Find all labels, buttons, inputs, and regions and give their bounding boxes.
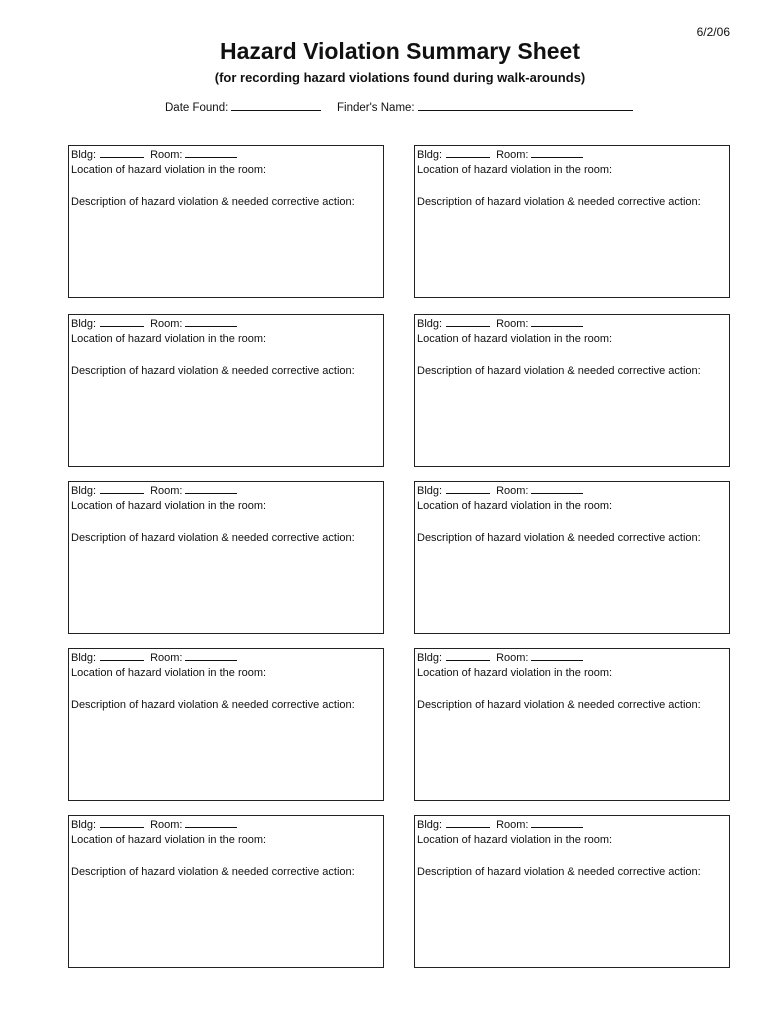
date-found-blank[interactable] — [231, 100, 321, 111]
location-entry-area[interactable] — [417, 347, 727, 364]
bldg-label: Bldg: — [417, 318, 443, 330]
bldg-room-row — [71, 817, 381, 833]
location-entry-area[interactable] — [71, 347, 381, 364]
bldg-blank[interactable] — [446, 147, 490, 158]
violation-card[interactable] — [414, 145, 730, 298]
bldg-blank[interactable] — [100, 483, 144, 494]
room-label: Room: — [150, 485, 183, 497]
page-title: Hazard Violation Summary Sheet — [219, 38, 580, 64]
violation-card[interactable] — [68, 648, 384, 801]
location-entry-area[interactable] — [71, 514, 381, 531]
location-label: Location of hazard violation in the room: — [71, 667, 267, 679]
location-label: Location of hazard violation in the room: — [417, 667, 613, 679]
room-label: Room: — [496, 485, 529, 497]
location-entry-area[interactable] — [417, 178, 727, 195]
location-label: Location of hazard violation in the room: — [417, 164, 613, 176]
bldg-room-row — [71, 147, 381, 163]
room-blank[interactable] — [531, 817, 583, 828]
violation-card[interactable] — [414, 314, 730, 467]
room-blank[interactable] — [531, 483, 583, 494]
page-subtitle: (for recording hazard violations found during walk-arounds) — [214, 70, 586, 85]
bldg-label: Bldg: — [71, 819, 97, 831]
description-label: Description of hazard violation & needed corrective action: — [71, 196, 355, 208]
room-blank[interactable] — [185, 483, 237, 494]
location-entry-area[interactable] — [417, 514, 727, 531]
bldg-label: Bldg: — [417, 652, 443, 664]
bldg-blank[interactable] — [446, 650, 490, 661]
description-label: Description of hazard violation & needed corrective action: — [71, 532, 355, 544]
room-label: Room: — [496, 652, 529, 664]
location-label: Location of hazard violation in the room: — [71, 500, 267, 512]
violation-card[interactable] — [414, 481, 730, 634]
room-label: Room: — [496, 819, 529, 831]
room-blank[interactable] — [531, 147, 583, 158]
bldg-label: Bldg: — [417, 485, 443, 497]
bldg-room-row — [417, 650, 727, 666]
date-found-label: Date Found: — [165, 102, 229, 114]
room-label: Room: — [150, 318, 183, 330]
description-label: Description of hazard violation & needed corrective action: — [417, 699, 701, 711]
bldg-label: Bldg: — [417, 819, 443, 831]
description-label: Description of hazard violation & needed corrective action: — [417, 532, 701, 544]
room-blank[interactable] — [185, 817, 237, 828]
bldg-room-row — [417, 147, 727, 163]
bldg-blank[interactable] — [100, 147, 144, 158]
location-entry-area[interactable] — [71, 681, 381, 698]
location-label: Location of hazard violation in the room: — [71, 333, 267, 345]
violation-card[interactable] — [414, 815, 730, 968]
room-label: Room: — [150, 819, 183, 831]
date-found-field[interactable] — [165, 100, 321, 114]
room-blank[interactable] — [185, 147, 237, 158]
location-entry-area[interactable] — [71, 178, 381, 195]
description-label: Description of hazard violation & needed corrective action: — [71, 866, 355, 878]
bldg-blank[interactable] — [446, 316, 490, 327]
room-blank[interactable] — [185, 650, 237, 661]
room-label: Room: — [150, 652, 183, 664]
bldg-room-row — [71, 650, 381, 666]
room-blank[interactable] — [531, 316, 583, 327]
bldg-label: Bldg: — [71, 318, 97, 330]
location-label: Location of hazard violation in the room: — [417, 333, 613, 345]
bldg-blank[interactable] — [100, 650, 144, 661]
bldg-room-row — [71, 316, 381, 332]
violation-card[interactable] — [414, 648, 730, 801]
location-entry-area[interactable] — [71, 848, 381, 865]
finder-name-field[interactable] — [337, 100, 633, 114]
description-label: Description of hazard violation & needed corrective action: — [417, 365, 701, 377]
violation-card[interactable] — [68, 145, 384, 298]
bldg-blank[interactable] — [446, 817, 490, 828]
location-label: Location of hazard violation in the room: — [417, 500, 613, 512]
room-label: Room: — [150, 149, 183, 161]
finder-name-blank[interactable] — [418, 100, 633, 111]
bldg-label: Bldg: — [71, 485, 97, 497]
location-entry-area[interactable] — [417, 848, 727, 865]
violation-card[interactable] — [68, 314, 384, 467]
bldg-label: Bldg: — [417, 149, 443, 161]
location-entry-area[interactable] — [417, 681, 727, 698]
location-label: Location of hazard violation in the room: — [71, 834, 267, 846]
finder-name-label: Finder's Name: — [337, 102, 415, 114]
bldg-room-row — [417, 483, 727, 499]
room-label: Room: — [496, 318, 529, 330]
form-date: 6/2/06 — [696, 25, 730, 39]
location-label: Location of hazard violation in the room: — [417, 834, 613, 846]
description-label: Description of hazard violation & needed corrective action: — [71, 365, 355, 377]
description-label: Description of hazard violation & needed corrective action: — [417, 866, 701, 878]
bldg-blank[interactable] — [446, 483, 490, 494]
violation-card[interactable] — [68, 815, 384, 968]
description-label: Description of hazard violation & needed corrective action: — [71, 699, 355, 711]
description-label: Description of hazard violation & needed corrective action: — [417, 196, 701, 208]
room-blank[interactable] — [531, 650, 583, 661]
bldg-blank[interactable] — [100, 817, 144, 828]
location-label: Location of hazard violation in the room: — [71, 164, 267, 176]
room-label: Room: — [496, 149, 529, 161]
bldg-room-row — [71, 483, 381, 499]
bldg-label: Bldg: — [71, 652, 97, 664]
room-blank[interactable] — [185, 316, 237, 327]
bldg-blank[interactable] — [100, 316, 144, 327]
bldg-label: Bldg: — [71, 149, 97, 161]
violation-card[interactable] — [68, 481, 384, 634]
bldg-room-row — [417, 316, 727, 332]
bldg-room-row — [417, 817, 727, 833]
